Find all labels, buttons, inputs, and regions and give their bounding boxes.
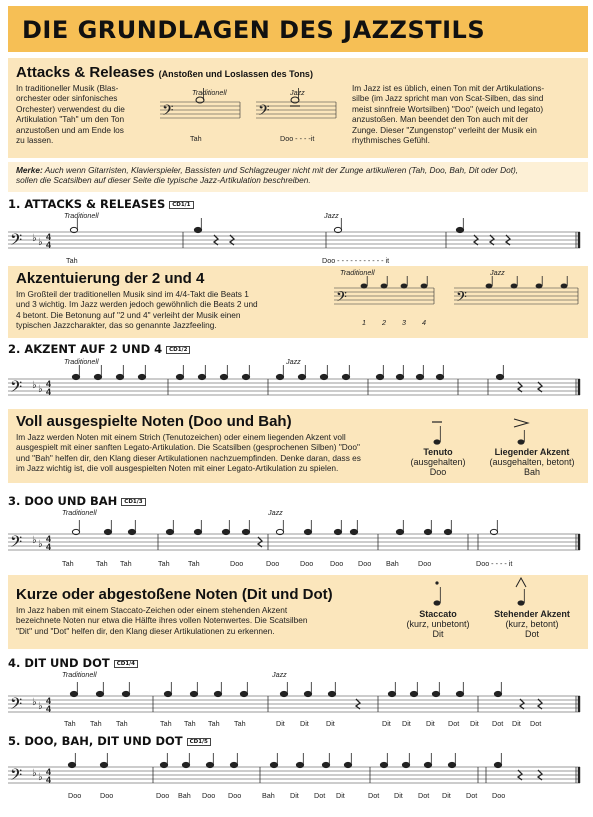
scat-syllable: Dit: [276, 719, 285, 728]
cd-track-badge: CD1/5: [187, 738, 211, 746]
note-head: [496, 374, 503, 379]
time-signature: 4: [46, 696, 52, 706]
note-head: [194, 227, 201, 232]
attacks-heading-text: Attacks & Releases: [16, 64, 155, 81]
tenuto-desc: (ausgehalten): [410, 457, 466, 467]
bass-clef-icon: 𝄢: [10, 695, 23, 717]
flat-icon: ♭: [32, 768, 37, 779]
accent-mini-staves: [334, 276, 584, 336]
note-head: [424, 529, 431, 534]
scat-syllable: Doo: [330, 559, 344, 568]
note-head: [122, 691, 129, 696]
time-signature: 4: [46, 775, 52, 785]
note-head: [456, 227, 463, 232]
scat-syllable: Dot: [492, 719, 504, 728]
scat-syllable: Dot: [314, 791, 326, 800]
text-line: Artikulation "Tah" um den Ton: [16, 114, 125, 125]
ex1-title-text: 1. ATTACKS & RELEASES: [8, 197, 166, 211]
scat-syllable: Tah: [96, 559, 108, 568]
tenuto-legend: [398, 447, 478, 477]
text-line: anzustoßen. Man beendet den Ton auch mit der: [352, 114, 529, 125]
scat-syllable: Tah: [116, 719, 128, 728]
note-head: [328, 691, 335, 696]
scat-syllable: Dot: [530, 719, 542, 728]
scat-syllable: Doo: [358, 559, 372, 568]
scat-syllable: Tah: [62, 559, 74, 568]
merke-line-2: sollen die Scatsilben auf dieser Seite die typische Jazz-Artikulation beschreiben.: [16, 175, 311, 186]
note-head: [410, 691, 417, 696]
text-line: Im Großteil der traditionellen Musik sind im 4/4-Takt die Beats 1: [16, 289, 249, 299]
flat-icon: ♭: [32, 233, 37, 244]
text-line: 4 betont. Die Betonung auf "2 und 4" verleiht der Musik einen: [16, 309, 241, 320]
standing-accent-name: Stehender Akzent: [494, 609, 570, 619]
accent-traditional-label: Traditionell: [340, 268, 375, 277]
text-line: rhythmisches Gefühl.: [352, 135, 430, 146]
scat-syllable: Doo: [156, 791, 170, 800]
beat-number: 3: [402, 318, 406, 327]
note-head: [432, 691, 439, 696]
attacks-traditional-label: Traditionell: [192, 88, 227, 97]
flat-icon: ♭: [38, 237, 43, 248]
text-line: Orchester) verwendest du die: [16, 103, 125, 114]
note-head: [190, 691, 197, 696]
cd-track-badge: CD1/4: [114, 660, 138, 668]
note-head: [296, 762, 303, 767]
staccato-legend: [398, 609, 478, 639]
note-head: [436, 374, 443, 379]
ex1-title: [8, 197, 194, 211]
scat-syllable: Bah: [386, 559, 399, 568]
note-head: [402, 762, 409, 767]
flat-icon: ♭: [32, 380, 37, 391]
ex3-staff: [8, 520, 588, 560]
note-head: [240, 691, 247, 696]
note-head: [304, 529, 311, 534]
ex2-title-text: 2. AKZENT AUF 2 UND 4: [8, 342, 163, 356]
note-head: [424, 762, 431, 767]
time-signature: 4: [46, 387, 52, 397]
note-head: [214, 691, 221, 696]
scat-syllable: Doo: [492, 791, 506, 800]
standing-accent-syllable: Dot: [524, 629, 539, 639]
svg-text:𝄢: 𝄢: [336, 289, 347, 309]
short-notes-text: [16, 605, 396, 636]
scat-syllable: Dot: [418, 791, 430, 800]
flat-icon: ♭: [38, 701, 43, 712]
note-head: [230, 762, 237, 767]
note-head: [242, 374, 249, 379]
note-head: [160, 762, 167, 767]
text-line: zu lassen.: [16, 135, 54, 146]
time-signature: 4: [46, 534, 52, 544]
lying-accent-desc: (ausgehalten, betont): [489, 457, 575, 467]
flat-icon: ♭: [32, 535, 37, 546]
note-head: [70, 691, 77, 696]
note-head: [380, 762, 387, 767]
svg-text:𝄢: 𝄢: [258, 102, 270, 123]
ex3-syllables: [0, 559, 593, 571]
scat-syllable: Doo - - - - it: [476, 559, 513, 568]
attacks-mini-staves: [160, 88, 345, 148]
note-head: [342, 374, 349, 379]
note-head: [276, 374, 283, 379]
ex1-jazz-label: Jazz: [324, 211, 339, 220]
text-line: Im Jazz werden Noten mit einem Strich (Tenutozeichen) oder einem liegenden Akzent voll: [16, 432, 346, 442]
svg-text:𝄢: 𝄢: [162, 102, 174, 123]
note-head: [104, 529, 111, 534]
scat-syllable: Bah: [178, 791, 191, 800]
text-line: meist sinnfreie Wortsilben) "Doo" (weich und legato): [352, 103, 544, 114]
scat-syllable: Bah: [262, 791, 275, 800]
lying-accent-name: Liegender Akzent: [494, 447, 570, 457]
text-line: Im Jazz haben mit einem Staccato-Zeichen oder einem stehenden Akzent: [16, 605, 288, 615]
time-signature: 4: [46, 232, 52, 242]
scat-syllable: Tah: [184, 719, 196, 728]
merke-label: Merke:: [16, 165, 43, 175]
note-head: [164, 691, 171, 696]
attacks-doo-syllable: Doo - - - -it: [280, 134, 315, 143]
scat-syllable: Doo: [266, 559, 280, 568]
text-line: typischen Jazzcharakter, das so genannte Jazzfeeling.: [16, 320, 217, 331]
scat-syllable: Dit: [512, 719, 521, 728]
ex4-syllables: [0, 719, 593, 731]
scat-syllable: Dit: [426, 719, 435, 728]
note-head: [116, 374, 123, 379]
bass-clef-icon: 𝄢: [10, 766, 23, 788]
text-line: In traditioneller Musik (Blas-: [16, 83, 119, 93]
note-head: [96, 691, 103, 696]
scat-syllable: Tah: [160, 719, 172, 728]
note-head: [444, 529, 451, 534]
scat-syllable: Doo: [418, 559, 432, 568]
note-head: [388, 691, 395, 696]
attacks-right-text: [352, 83, 584, 145]
short-notes-symbols: [428, 577, 548, 609]
time-signature: 4: [46, 767, 52, 777]
text-line: und "Bah" helfen dir, den Klang dieser Artikulationen nachzuempfinden. Denke daran, dass es: [16, 452, 361, 463]
lying-accent-syllable: Bah: [523, 467, 540, 477]
scat-syllable: Dit: [442, 791, 451, 800]
lying-accent-legend: [482, 447, 582, 477]
ex4-staff: [8, 682, 588, 722]
scat-syllable: Tah: [120, 559, 132, 568]
scat-syllable: Dit: [336, 791, 345, 800]
ex2-staff: [8, 365, 588, 405]
ex2-title: [8, 342, 190, 356]
attacks-tah-syllable: Tah: [190, 134, 202, 143]
short-notes-heading: Kurze oder abgestoßene Noten (Dit und Dot): [16, 586, 333, 603]
accent-heading: Akzentuierung der 2 und 4: [16, 270, 205, 287]
note-head: [72, 374, 79, 379]
scat-syllable: Doo: [300, 559, 314, 568]
attacks-subheading: (Anstoßen und Loslassen des Tons): [158, 69, 313, 79]
ex3-title-text: 3. DOO UND BAH: [8, 494, 118, 508]
scat-syllable: Doo: [202, 791, 216, 800]
ex2-traditional-label: Traditionell: [64, 357, 99, 366]
note-head: [448, 762, 455, 767]
scat-syllable: Tah: [90, 719, 102, 728]
beat-number: 2: [382, 318, 386, 327]
note-head: [242, 529, 249, 534]
note-head: [322, 762, 329, 767]
scat-syllable: Dit: [290, 791, 299, 800]
full-notes-heading: Voll ausgespielte Noten (Doo und Bah): [16, 413, 292, 430]
ex5-title: [8, 734, 211, 748]
scat-syllable: Tah: [188, 559, 200, 568]
attacks-jazz-label: Jazz: [290, 88, 305, 97]
beat-number: 1: [362, 318, 366, 327]
ex5-staff: [8, 753, 588, 793]
page-header: [8, 6, 588, 52]
staccato-desc: (kurz, unbetont): [406, 619, 470, 629]
standing-accent-legend: [482, 609, 582, 639]
text-line: orchester oder sinfonisches: [16, 93, 118, 104]
note-head: [220, 374, 227, 379]
ex1-tah-syllable: Tah: [66, 256, 78, 265]
note-head: [182, 762, 189, 767]
note-head: [494, 762, 501, 767]
scat-syllable: Dot: [466, 791, 478, 800]
ex3-traditional-label: Traditionell: [62, 508, 97, 517]
ex1-traditional-label: Traditionell: [64, 211, 99, 220]
ex1-doo-syllable: Doo - - - - - - - - - - - it: [322, 256, 390, 265]
note-head: [304, 691, 311, 696]
scat-syllable: Doo: [68, 791, 82, 800]
time-signature: 4: [46, 542, 52, 552]
note-head: [94, 374, 101, 379]
scat-syllable: Doo: [228, 791, 242, 800]
ex1-staff: [8, 218, 588, 258]
ex4-title: [8, 656, 138, 670]
beat-number: 4: [422, 318, 426, 327]
note-head: [376, 374, 383, 379]
scat-syllable: Tah: [208, 719, 220, 728]
full-notes-symbols: [428, 416, 548, 448]
ex3-jazz-label: Jazz: [268, 508, 283, 517]
note-head: [198, 374, 205, 379]
scat-syllable: Tah: [64, 719, 76, 728]
tenuto-name: Tenuto: [423, 447, 453, 457]
scat-syllable: Dit: [394, 791, 403, 800]
scat-syllable: Doo: [100, 791, 114, 800]
attacks-heading: [16, 64, 313, 81]
scat-syllable: Doo: [230, 559, 244, 568]
merke-text: [16, 165, 584, 186]
note-head: [222, 529, 229, 534]
note-head: [138, 374, 145, 379]
flat-icon: ♭: [38, 772, 43, 783]
bass-clef-icon: 𝄢: [10, 533, 23, 555]
note-head: [344, 762, 351, 767]
note-head: [396, 374, 403, 379]
note-head: [298, 374, 305, 379]
note-head: [270, 762, 277, 767]
note-head: [456, 691, 463, 696]
ex5-title-text: 5. DOO, BAH, DIT UND DOT: [8, 734, 183, 748]
scat-syllable: Dit: [402, 719, 411, 728]
svg-text:𝄢: 𝄢: [456, 289, 467, 309]
flat-icon: ♭: [38, 539, 43, 550]
text-line: ausgespielt mit einer sanften Legato-Artikulation. Die Scatsilben (gesprochenen Silben) "Doo": [16, 442, 360, 453]
text-line: silbe (im Jazz spricht man von Scat-Silben, das sind: [352, 93, 544, 104]
scat-syllable: Dit: [382, 719, 391, 728]
cd-track-badge: CD1/1: [169, 201, 193, 209]
note-head: [494, 691, 501, 696]
bass-clef-icon: 𝄢: [10, 231, 23, 253]
ex5-syllables: [0, 791, 593, 803]
text-line: anzustoßen und am Ende los: [16, 124, 124, 135]
ex4-traditional-label: Traditionell: [62, 670, 97, 679]
note-head: [416, 374, 423, 379]
note-head: [100, 762, 107, 767]
note-head: [176, 374, 183, 379]
page-title: DIE GRUNDLAGEN DES JAZZSTILS: [22, 16, 486, 44]
bass-clef-icon: 𝄢: [10, 378, 23, 400]
scat-syllable: Tah: [158, 559, 170, 568]
cd-track-badge: CD1/2: [166, 346, 190, 354]
scat-syllable: Tah: [234, 719, 246, 728]
scat-syllable: Dit: [300, 719, 309, 728]
note-head: [320, 374, 327, 379]
text-line: und 3 wichtig. Im Jazz werden jedoch gewöhnlich die Beats 2 und: [16, 299, 258, 310]
attacks-left-text: [16, 83, 166, 145]
full-notes-text: [16, 432, 406, 474]
note-head: [128, 529, 135, 534]
note-head: [166, 529, 173, 534]
time-signature: 4: [46, 704, 52, 714]
note-head: [206, 762, 213, 767]
scat-syllable: Dit: [470, 719, 479, 728]
scat-syllable: Dot: [368, 791, 380, 800]
cd-track-badge: CD1/3: [121, 498, 145, 506]
merke-line-1: Auch wenn Gitarristen, Klavierspieler, Bassisten und Schlagzeuger nicht mit der Zunge artikulieren (Tah, Doo, Bah, Dit oder Dot),: [44, 165, 519, 175]
ex3-title: [8, 494, 146, 508]
ex2-jazz-label: Jazz: [286, 357, 301, 366]
text-line: Zunge. Dieser "Zungenstop" verleiht der Musik ein: [352, 124, 537, 135]
staccato-syllable: Dit: [432, 629, 444, 639]
scat-syllable: Dit: [326, 719, 335, 728]
ex4-jazz-label: Jazz: [272, 670, 287, 679]
note-head: [396, 529, 403, 534]
flat-icon: ♭: [38, 384, 43, 395]
staccato-name: Staccato: [419, 609, 457, 619]
note-head: [350, 529, 357, 534]
text-line: im Jazz wichtig ist, die voll ausgespielten Noten mit einer Legato-Artikulation zu spielen.: [16, 463, 339, 474]
time-signature: 4: [46, 240, 52, 250]
tenuto-syllable: Doo: [429, 467, 447, 477]
flat-icon: ♭: [32, 697, 37, 708]
note-head: [194, 529, 201, 534]
accent-jazz-label: Jazz: [490, 268, 505, 277]
note-head: [68, 762, 75, 767]
time-signature: 4: [46, 379, 52, 389]
text-line: Im Jazz ist es üblich, einen Ton mit der Artikulations-: [352, 83, 545, 93]
ex4-title-text: 4. DIT UND DOT: [8, 656, 110, 670]
note-head: [280, 691, 287, 696]
text-line: "Dit" und "Dot" helfen dir, den Klang dieser Artikulationen zu erkennen.: [16, 625, 275, 636]
text-line: bezeichnete Noten nur etwa die Hälfte ihres vollen Notenwertes. Die Scatsilben: [16, 615, 308, 626]
note-head: [334, 529, 341, 534]
accent-text: [16, 289, 336, 331]
standing-accent-desc: (kurz, betont): [505, 619, 559, 629]
scat-syllable: Dot: [448, 719, 460, 728]
